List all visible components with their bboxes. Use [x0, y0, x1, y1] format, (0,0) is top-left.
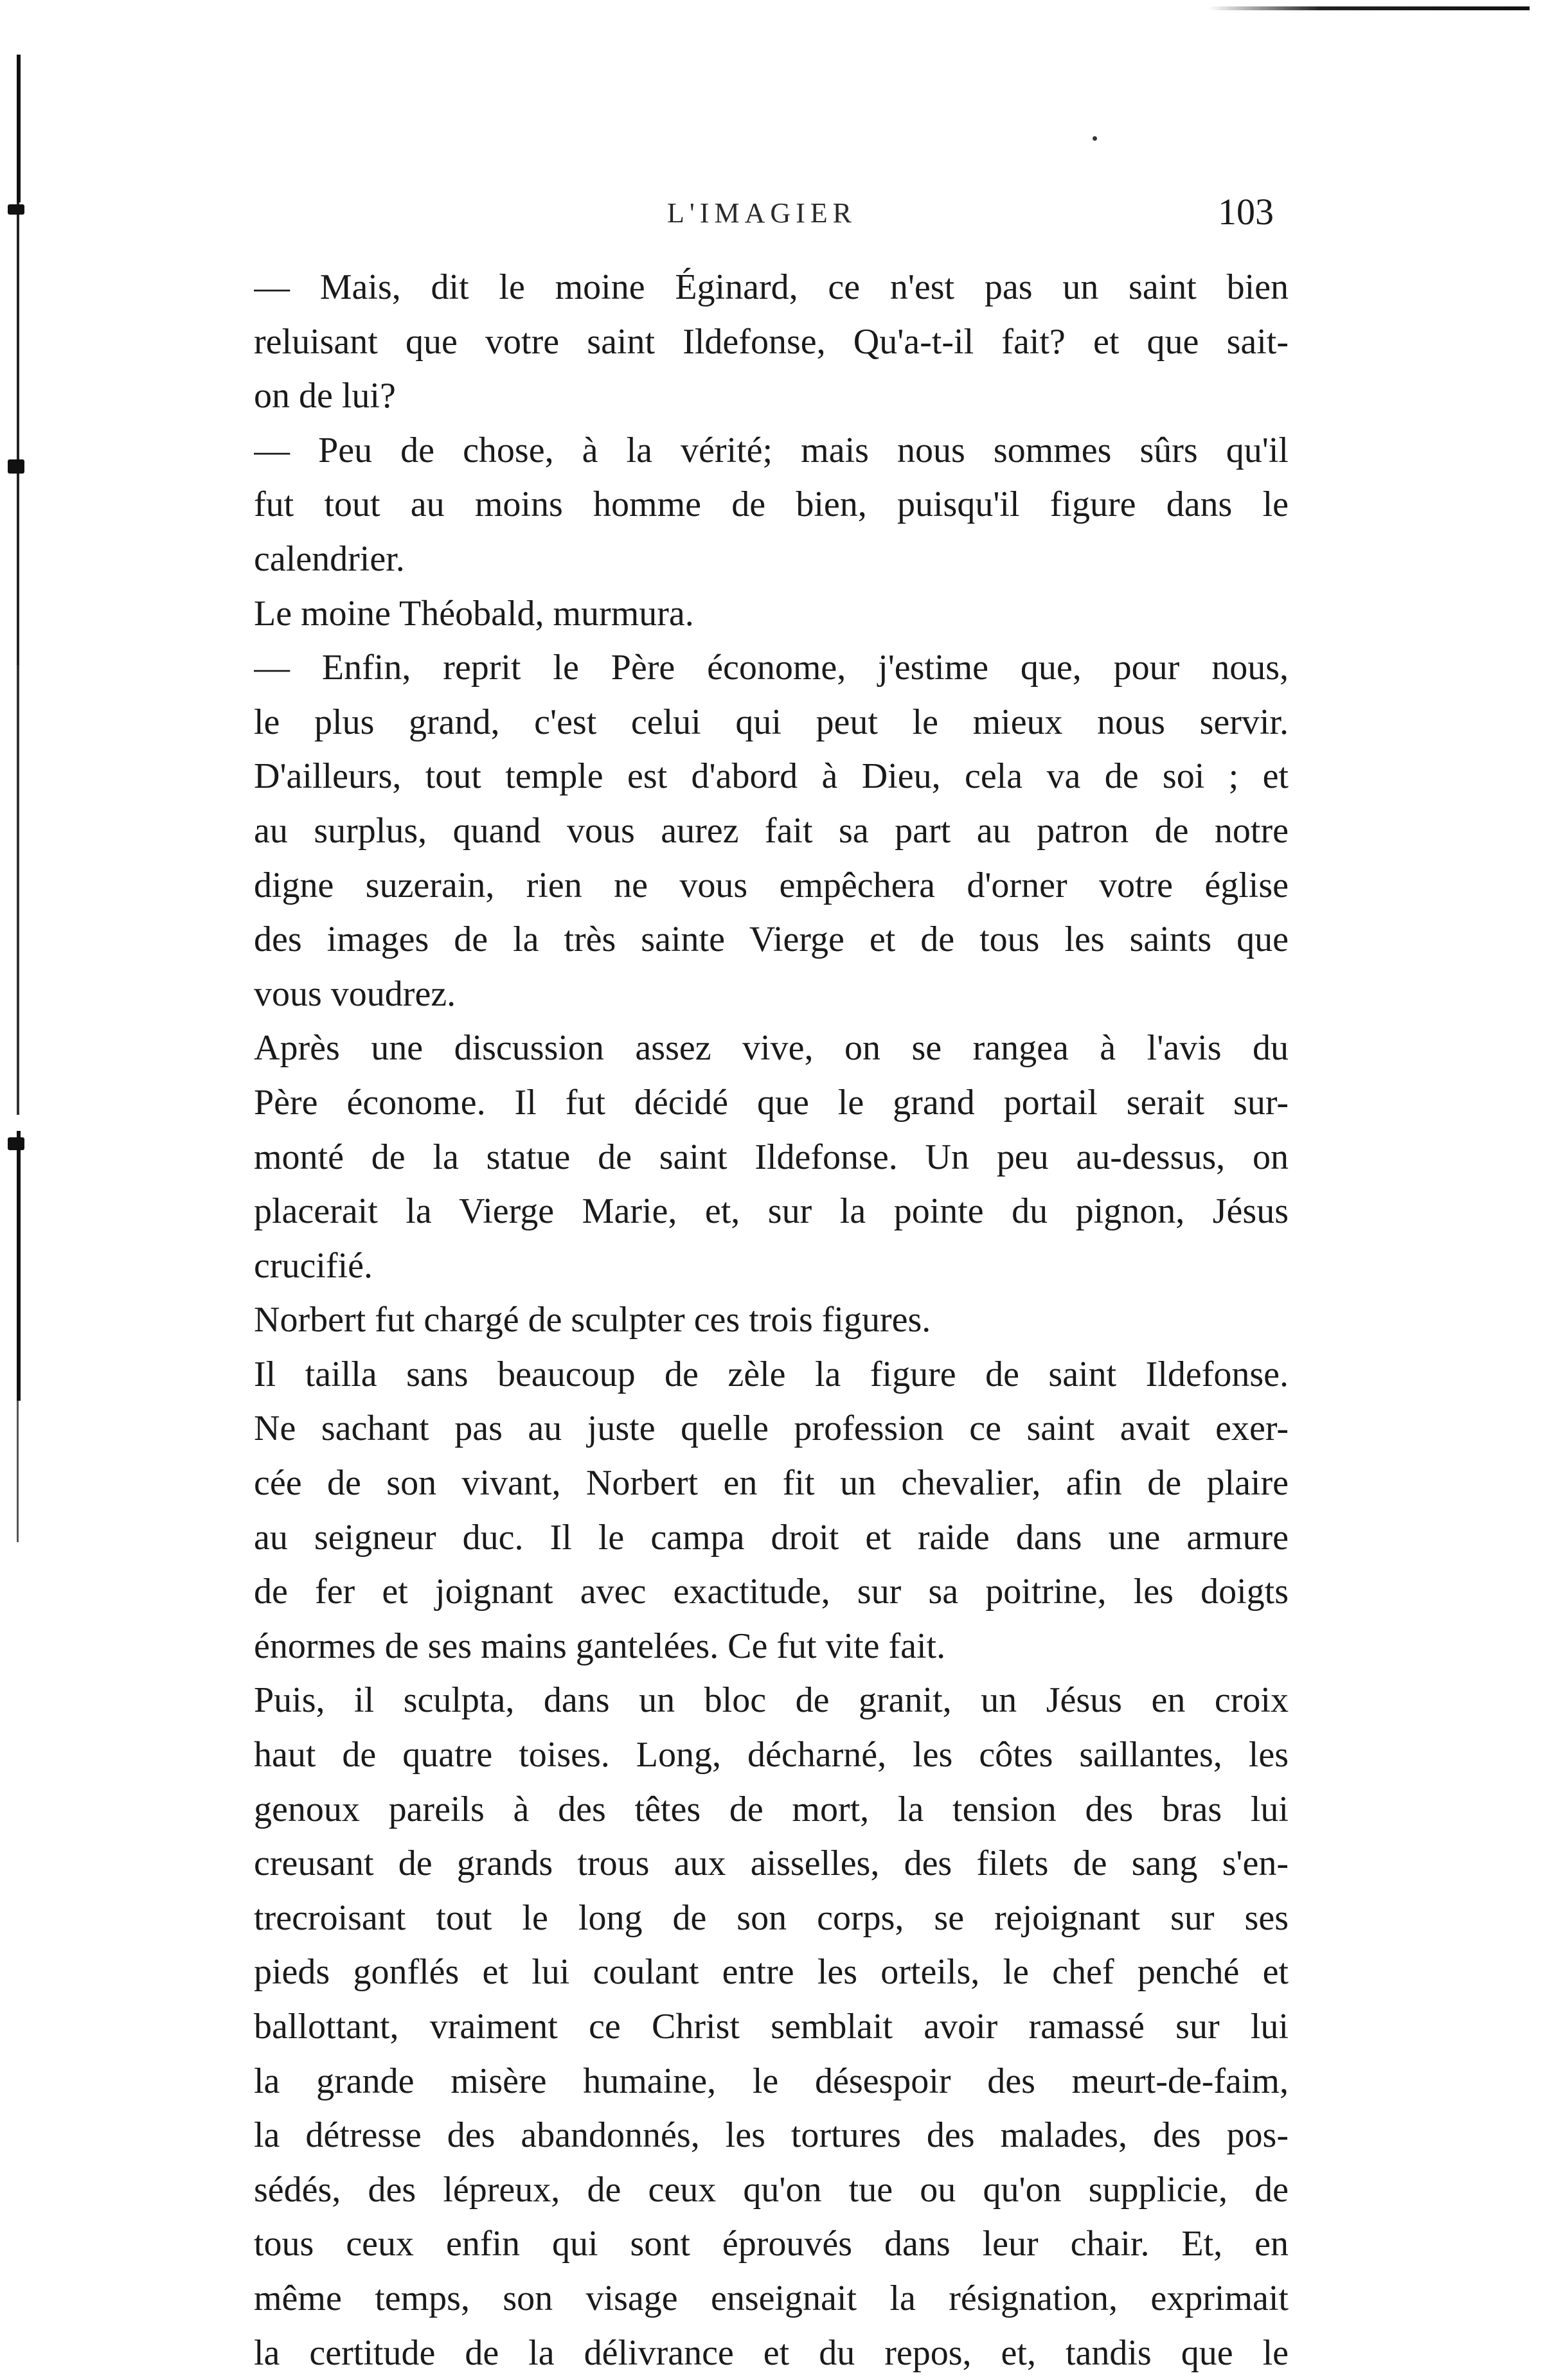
text-line: monté de la statue de saint Ildefonse. Un peu au-dessus, on: [254, 1137, 1289, 1177]
text-line: la certitude de la délivrance et du repos, et, tandis que le: [254, 2332, 1289, 2373]
text-line: Père économe. Il fut décidé que le grand portail serait sur-: [254, 1082, 1289, 1123]
binding-edge-rule: [17, 1131, 21, 1401]
text-line: on de lui?: [254, 376, 396, 416]
body-text: [254, 260, 1289, 2380]
text-line: tous ceux enfin qui sont éprouvés dans leur chair. Et, en: [254, 2224, 1289, 2264]
text-line: Puis, il sculpta, dans un bloc de granit, un Jésus en croix: [254, 1680, 1289, 1721]
text-line: vous voudrez.: [254, 973, 456, 1014]
text-line: calendrier.: [254, 538, 405, 579]
text-line: genoux pareils à des têtes de mort, la tension des bras lui: [254, 1789, 1289, 1829]
scan-edge-line: [1208, 6, 1530, 10]
text-line: de fer et joignant avec exactitude, sur sa poitrine, les doigts: [254, 1572, 1289, 1612]
binding-edge-rule: [17, 55, 21, 202]
text-line: fut tout au moins homme de bien, puisqu'il figure dans le: [254, 484, 1289, 525]
text-line: Il tailla sans beaucoup de zèle la figure de saint Ildefonse.: [254, 1354, 1289, 1394]
text-line: des images de la très sainte Vierge et de tous les saints que: [254, 919, 1289, 960]
text-line: placerait la Vierge Marie, et, sur la pointe du pignon, Jésus: [254, 1191, 1289, 1232]
text-line: reluisant que votre saint Ildefonse, Qu'a-t-il fait? et que sait-: [254, 321, 1289, 362]
text-line: ballottant, vraiment ce Christ semblait avoir ramassé sur lui: [254, 2007, 1289, 2047]
text-line: le plus grand, c'est celui qui peut le mieux nous servir.: [254, 702, 1289, 742]
text-line: Ne sachant pas au juste quelle profession ce saint avait exer-: [254, 1408, 1289, 1449]
text-line: haut de quatre toises. Long, décharné, les côtes saillantes, les: [254, 1735, 1289, 1775]
text-line: sédés, des lépreux, de ceux qu'on tue ou qu'on supplicie, de: [254, 2169, 1289, 2210]
text-line: énormes de ses mains gantelées. Ce fut vite fait.: [254, 1626, 946, 1666]
text-line: la grande misère humaine, le désespoir des meurt-de-faim,: [254, 2061, 1289, 2101]
binding-edge-rule: [17, 202, 19, 665]
running-head: L'IMAGIER: [667, 197, 857, 229]
text-line: au surplus, quand vous aurez fait sa part au patron de notre: [254, 810, 1289, 851]
text-line: crucifié.: [254, 1245, 373, 1286]
text-line: — Enfin, reprit le Père économe, j'estime que, pour nous,: [254, 648, 1289, 688]
text-line: au seigneur duc. Il le campa droit et raide dans une armure: [254, 1517, 1289, 1558]
text-line: la détresse des abandonnés, les tortures des malades, des pos-: [254, 2115, 1289, 2156]
binding-edge-mark: [8, 204, 24, 215]
text-line: cée de son vivant, Norbert en fit un chevalier, afin de plaire: [254, 1463, 1289, 1504]
text-line: Le moine Théobald, murmura.: [254, 593, 694, 634]
text-line: digne suzerain, rien ne vous empêchera d'orner votre église: [254, 865, 1289, 905]
text-line: Norbert fut chargé de sculpter ces trois figures.: [254, 1300, 931, 1340]
text-line: — Peu de chose, à la vérité; mais nous sommes sûrs qu'il: [254, 430, 1289, 470]
text-line: Après une discussion assez vive, on se rangea à l'avis du: [254, 1028, 1289, 1069]
page-number: 103: [1218, 191, 1274, 233]
text-line: même temps, son visage enseignait la résignation, exprimait: [254, 2278, 1289, 2318]
text-line: — Mais, dit le moine Éginard, ce n'est pas un saint bien: [254, 267, 1289, 307]
text-line: creusant de grands trous aux aisselles, des filets de sang s'en-: [254, 1843, 1289, 1884]
binding-edge-mark: [8, 459, 24, 474]
binding-edge-mark: [8, 1137, 24, 1150]
text-line: trecroisant tout le long de son corps, se rejoignant sur ses: [254, 1897, 1289, 1938]
text-line: pieds gonflés et lui coulant entre les orteils, le chef penché et: [254, 1952, 1289, 1993]
binding-edge-rule: [17, 665, 19, 1115]
text-line: D'ailleurs, tout temple est d'abord à Dieu, cela va de soi ; et: [254, 756, 1289, 797]
scan-speck: [1093, 136, 1097, 141]
binding-edge-rule: [17, 1401, 19, 1542]
